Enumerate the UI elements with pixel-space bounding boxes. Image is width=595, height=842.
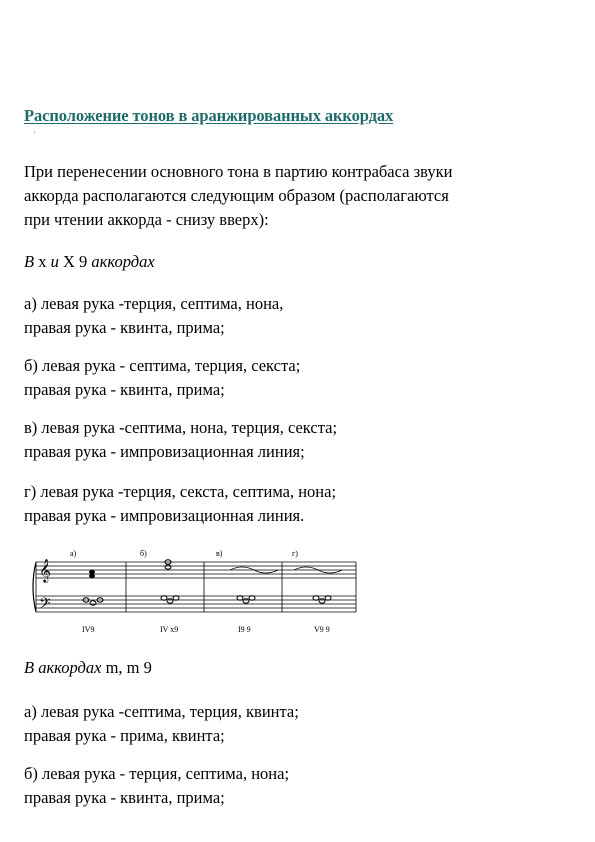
section-label: б) [140, 549, 147, 558]
item-left-hand: г) левая рука -терция, секста, септима, нона; [24, 482, 337, 501]
list-item [24, 416, 584, 464]
item-left-hand: б) левая рука - терция, септима, нона; [24, 764, 290, 783]
intro-paragraph [24, 160, 584, 232]
subheading-text: x [34, 252, 51, 271]
intro-line: при чтении аккорда - снизу вверх): [24, 210, 269, 229]
stray-mark: ' [34, 130, 36, 139]
item-right-hand: правая рука - квинта, прима; [24, 788, 225, 807]
subheading-text: X 9 [58, 252, 92, 271]
item-left-hand: в) левая рука -септима, нона, терция, секста; [24, 418, 338, 437]
chord-label: I9 9 [238, 625, 251, 634]
section-label: а) [70, 549, 77, 558]
subheading-x-chords [24, 250, 155, 274]
item-right-hand: правая рука - квинта, прима; [24, 380, 225, 399]
list-item [24, 480, 584, 528]
list-item [24, 700, 584, 748]
subheading-italic: аккордах [91, 252, 155, 271]
item-right-hand: правая рука - импровизационная линия; [24, 442, 305, 461]
item-right-hand: правая рука - импровизационная линия. [24, 506, 305, 525]
chord-label: V9 9 [314, 625, 330, 634]
section-label: г) [292, 549, 298, 558]
music-notation-figure [30, 548, 360, 638]
section-heading: Расположение тонов в аранжированных аккордах [24, 106, 394, 125]
item-left-hand: а) левая рука -терция, септима, нона, [24, 294, 284, 313]
section-label: в) [216, 549, 223, 558]
intro-line: аккорда располагаются следующим образом (располагаются [24, 186, 449, 205]
chord-label: IV x9 [160, 625, 179, 634]
bass-clef-icon: 𝄢 [39, 595, 51, 616]
item-left-hand: б) левая рука - септима, терция, секста; [24, 356, 301, 375]
chord-label: IV9 [82, 625, 95, 634]
subheading-text: m, m 9 [101, 658, 152, 677]
subheading-italic: В аккордах [24, 658, 102, 677]
list-item [24, 354, 584, 402]
item-right-hand: правая рука - квинта, прима; [24, 318, 225, 337]
subheading-m-chords [24, 656, 152, 680]
subheading-italic: В [24, 252, 35, 271]
list-item [24, 762, 584, 810]
list-item [24, 292, 584, 340]
subheading-italic: и [50, 252, 59, 271]
item-left-hand: а) левая рука -септима, терция, квинта; [24, 702, 299, 721]
intro-line: При перенесении основного тона в партию контрабаса звуки [24, 162, 453, 181]
treble-clef-icon: 𝄞 [39, 558, 51, 582]
item-right-hand: правая рука - прима, квинта; [24, 726, 225, 745]
